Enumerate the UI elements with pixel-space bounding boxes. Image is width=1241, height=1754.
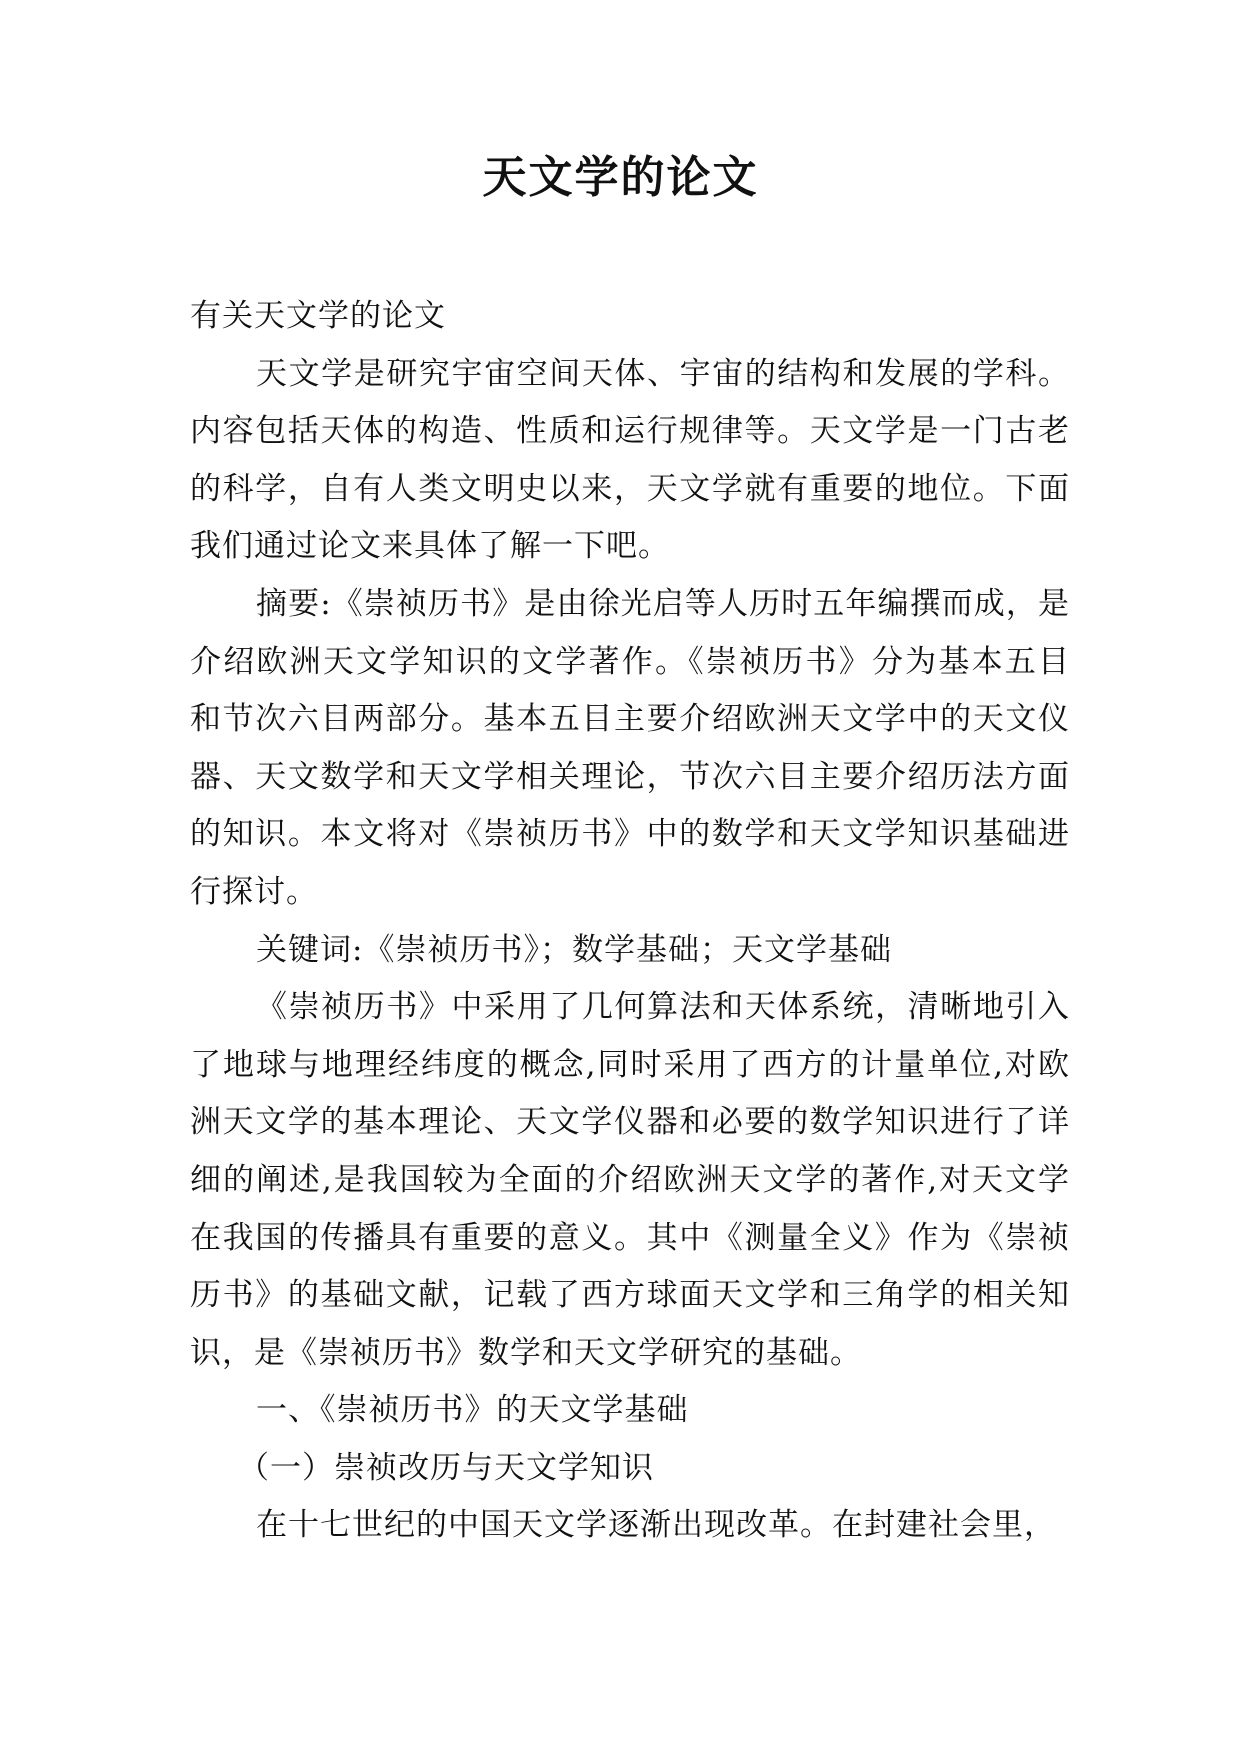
body-paragraph: 《崇祯历书》中采用了几何算法和天体系统，清晰地引入了地球与地理经纬度的概念,同时采用了西方的计量单位,对欧洲天文学的基本理论、天文学仪器和必要的数学知识进行了详细的阐述,是我国较为全面的介绍欧洲天文学的著作,对天文学在我国的传播具有重要的意义。其中《测量全义》作为《崇祯历书》的基础文献，记载了西方球面天文学和三角学的相关知识，是《崇祯历书》数学和天文学研究的基础。 <box>190 989 1070 1371</box>
keywords-paragraph: 关键词:《崇祯历书》；数学基础；天文学基础 <box>256 931 892 968</box>
document-body <box>190 288 1070 1555</box>
document-title: 天文学的论文 <box>482 152 759 203</box>
abstract-paragraph: 摘要:《崇祯历书》是由徐光启等人历时五年编撰而成，是介绍欧洲天文学知识的文学著作。《崇祯历书》分为基本五目和节次六目两部分。基本五目主要介绍欧洲天文学中的天文仪器、天文数学和天文学相关理论，节次六目主要介绍历法方面的知识。本文将对《崇祯历书》中的数学和天文学知识基础进行探讨。 <box>190 585 1070 910</box>
document-subtitle: 有关天文学的论文 <box>190 298 446 334</box>
intro-paragraph: 天文学是研究宇宙空间天体、宇宙的结构和发展的学科。内容包括天体的构造、性质和运行规律等。天文学是一门古老的科学，自有人类文明史以来，天文学就有重要的地位。下面我们通过论文来具体了解一下吧。 <box>190 355 1070 565</box>
body-paragraph-last: 在十七世纪的中国天文学逐渐出现改革。在封建社会里， <box>256 1507 1056 1544</box>
subsection-heading: （一）崇祯改历与天文学知识 <box>238 1449 654 1486</box>
section-heading: 一、《崇祯历书》的天文学基础 <box>256 1392 689 1429</box>
